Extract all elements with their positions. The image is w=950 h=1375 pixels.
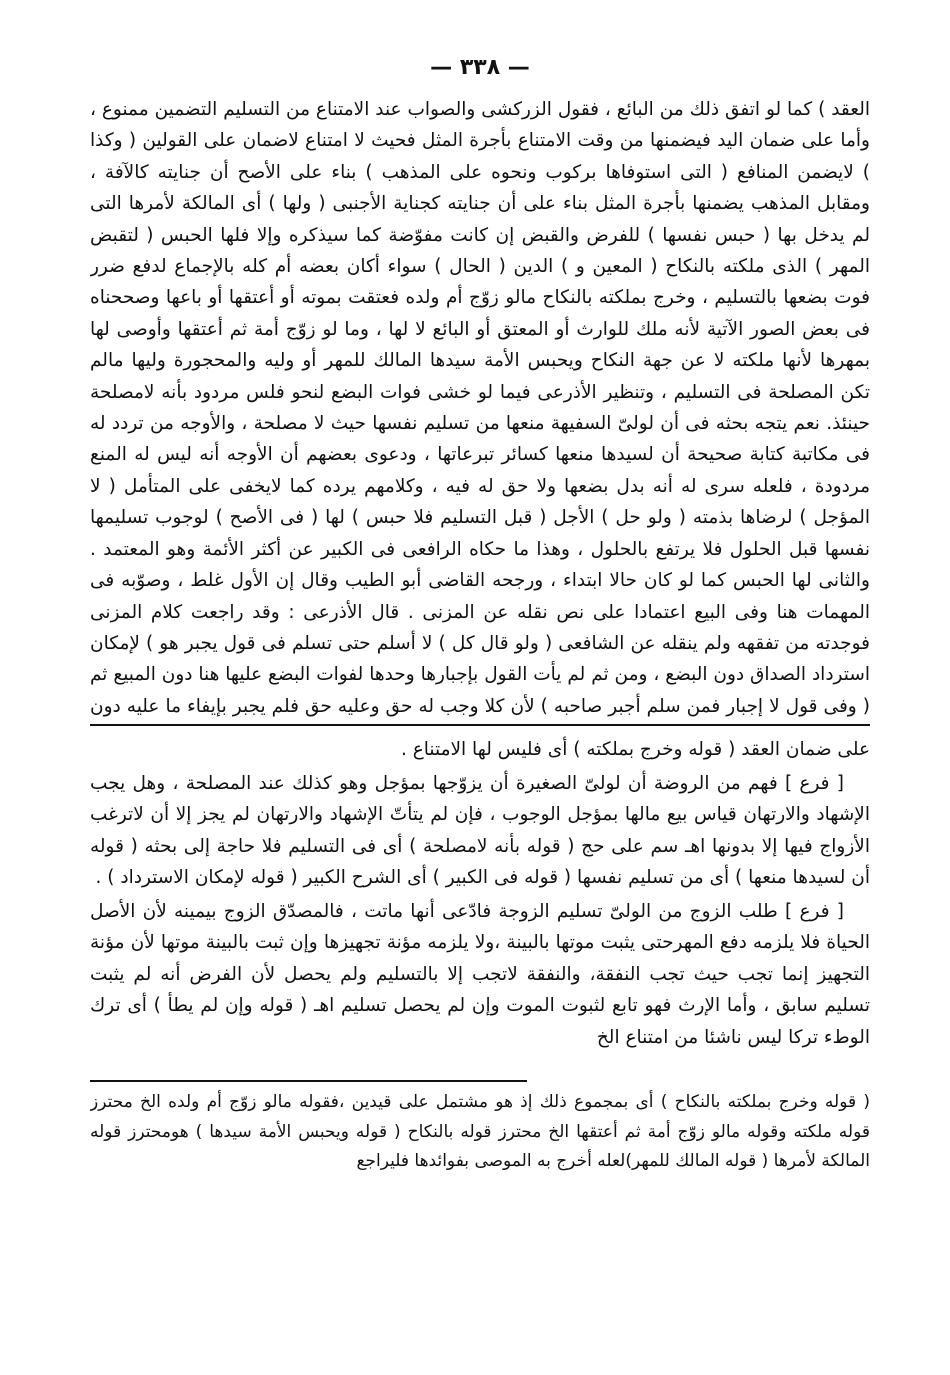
commentary-intro: على ضمان العقد ( قوله وخرج بملكته ) أى فليس لها الامتناع . <box>400 739 870 760</box>
main-text-block: العقد ) كما لو اتفق ذلك من البائع ، فقول الزركشى والصواب عند الامتناع من التسليم التضمين ممنوع ، وأما على ضمان اليد فيضمنها من وقت الامتناع بأجرة المثل فحيث لا امتناع لاضمان على القولين ( وكذا ) لايضمن المنافع ( التى استوفاها بركوب ونحوه على المذهب ) بناء على الأصح أن جنايته كالآفة ، ومقابل المذهب يضمنها بأجرة المثل بناء على أن جنايته كجناية الأجنبى ( ولها ) أى المالكة لأمرها التى لم يدخل بها ( حبس نفسها ) للفرض والقبض إن كانت مفوّضة كما سيذكره وإلا فلها الحبس ( لتقبض المهر ) الذى ملكته بالنكاح ( المعين و ) الدين ( الحال ) سواء أكان بعضه أم كله بالإجماع لدفع ضرر فوت بضعها بالتسليم ، وخرج بملكته بالنكاح مالو زوّج أم ولده فعتقت بموته أو أعتقها أو باعها وصححناه فى بعض الصور الآتية لأنه ملك للوارث أو المعتق أو البائع لا لها ، وما لو زوّج أمة ثم أعتقها وأوصى لها بمهرها لأنها ملكته لا عن جهة النكاح ويحبس الأمة سيدها المالك للمهر أو وليه والمحجورة وليها مالم تكن المصلحة فى التسليم ، وتنظير الأذرعى فيما لو خشى فوات البضع لنحو فلس مردود بأنه لامصلحة حينئذ. نعم يتجه بحثه فى أن لولىّ السفيهة منعها من تسليم نفسها حيث لا مصلحة ، والأوجه من تردد له فى مكاتبة كتابة صحيحة أن لسيدها منعها كسائر تبرعاتها ، ودعوى بعضهم أن الأوجه أنه ليس له المنع مردودة ، فلعله سرى له أنه بدل بضعها ولا حق له فيه ، وكلامهم يرده كما لايخفى على المتأمل ( لا المؤجل ) لرضاها بذمته ( ولو حل ) الأجل ( قبل التسليم فلا حبس ) لها ( فى الأصح ) لوجوب تسليمها نفسها قبل الحلول فلا يرتفع بالحلول ، وهذا ما حكاه الرافعى فى الكبير عن أكثر الأئمة وهو المعتمد . والثانى لها الحبس كما لو كان حالا ابتداء ، ورجحه القاضى أبو الطيب وقال إن الأول غلط ، وصوّبه فى المهمات هنا وفى البيع اعتمادا على نص نقله عن المزنى . قال الأذرعى : وقد راجعت كلام المزنى فوجدته من تفقهه ولم ينقله عن الشافعى ( ولو قال كل ) لا أسلم حتى تسلم فى قول يجبر هو ) لإمكان استرداد الصداق دون البضع ، ومن ثم لم يأت القول بإجبارها وحدها لفوات البضع عليها هنا دون المبيع ثم ( وفى قول لا إجبار فمن سلم أجبر صاحبه ) لأن كلا وجب له حق وعليه حق فلم يجبر بإيفاء ما عليه دون <box>90 99 870 717</box>
footnote-block: ( قوله وخرج بملكته بالنكاح ) أى بمجموع ذلك إذ هو مشتمل على قيدين ،فقوله مالو زوّج أم ولده الخ محترز قوله ملكته وقوله مالو زوّج أمة ثم أعتقها الخ محترز قوله بالنكاح ( قوله ويحبس الأمة سيدها ) هومحترز قوله المالكة لأمرها ( قوله المالك للمهر)لعله أخرج به الموصى بفوائدها فليراجع <box>90 1092 870 1171</box>
commentary-block <box>90 734 870 1074</box>
commentary-paragraph-1: [ فرع ] فهم من الروضة أن لولىّ الصغيرة أن يزوّجها بمؤجل وهو كذلك عند المصلحة ، وهل يجب الإشهاد والارتهان قياس بيع مالها بمؤجل الوجوب ، فإن لم يتأتّ الإشهاد والارتهان لم يجز إلا أن لاترغب الأزواج فيها إلا بدونها اهـ سم على حج ( قوله بأنه لامصلحة ) أى فى التسليم فلا حاجة إلى بحثه ( قوله أن لسيدها منعها ) أى من تسليم نفسها ( قوله فى الكبير ) أى الشرح الكبير ( قوله لإمكان الاسترداد ) . <box>90 772 870 888</box>
footnote-divider <box>90 1080 527 1082</box>
section-divider <box>90 724 870 726</box>
page-number: — ٣٣٨ — <box>430 55 530 80</box>
commentary-paragraph-2: [ فرع ] طلب الزوج من الولىّ تسليم الزوجة فادّعى أنها ماتت ، فالمصدّق الزوج بيمينه لأن الأصل الحياة فلا يلزمه دفع المهرحتى يثبت موتها بالبينة ،ولا يلزمه مؤنة تجهيزها وإن ثبت بالبينة موتها لأن مؤنة التجهيز إنما تجب حيث تجب النفقة، والنفقة لاتجب إلا بالتسليم ولم يحصل لأن الفرض أنه لم يثبت تسليم سابق ، وأما الإرث فهو تابع لثبوت الموت وإن لم يحصل تسليم اهـ ( قوله وإن لم يطأ ) أى ترك الوطء تركا ليس ناشئا من امتناع الخ <box>90 900 870 1048</box>
book-page <box>90 50 870 1340</box>
